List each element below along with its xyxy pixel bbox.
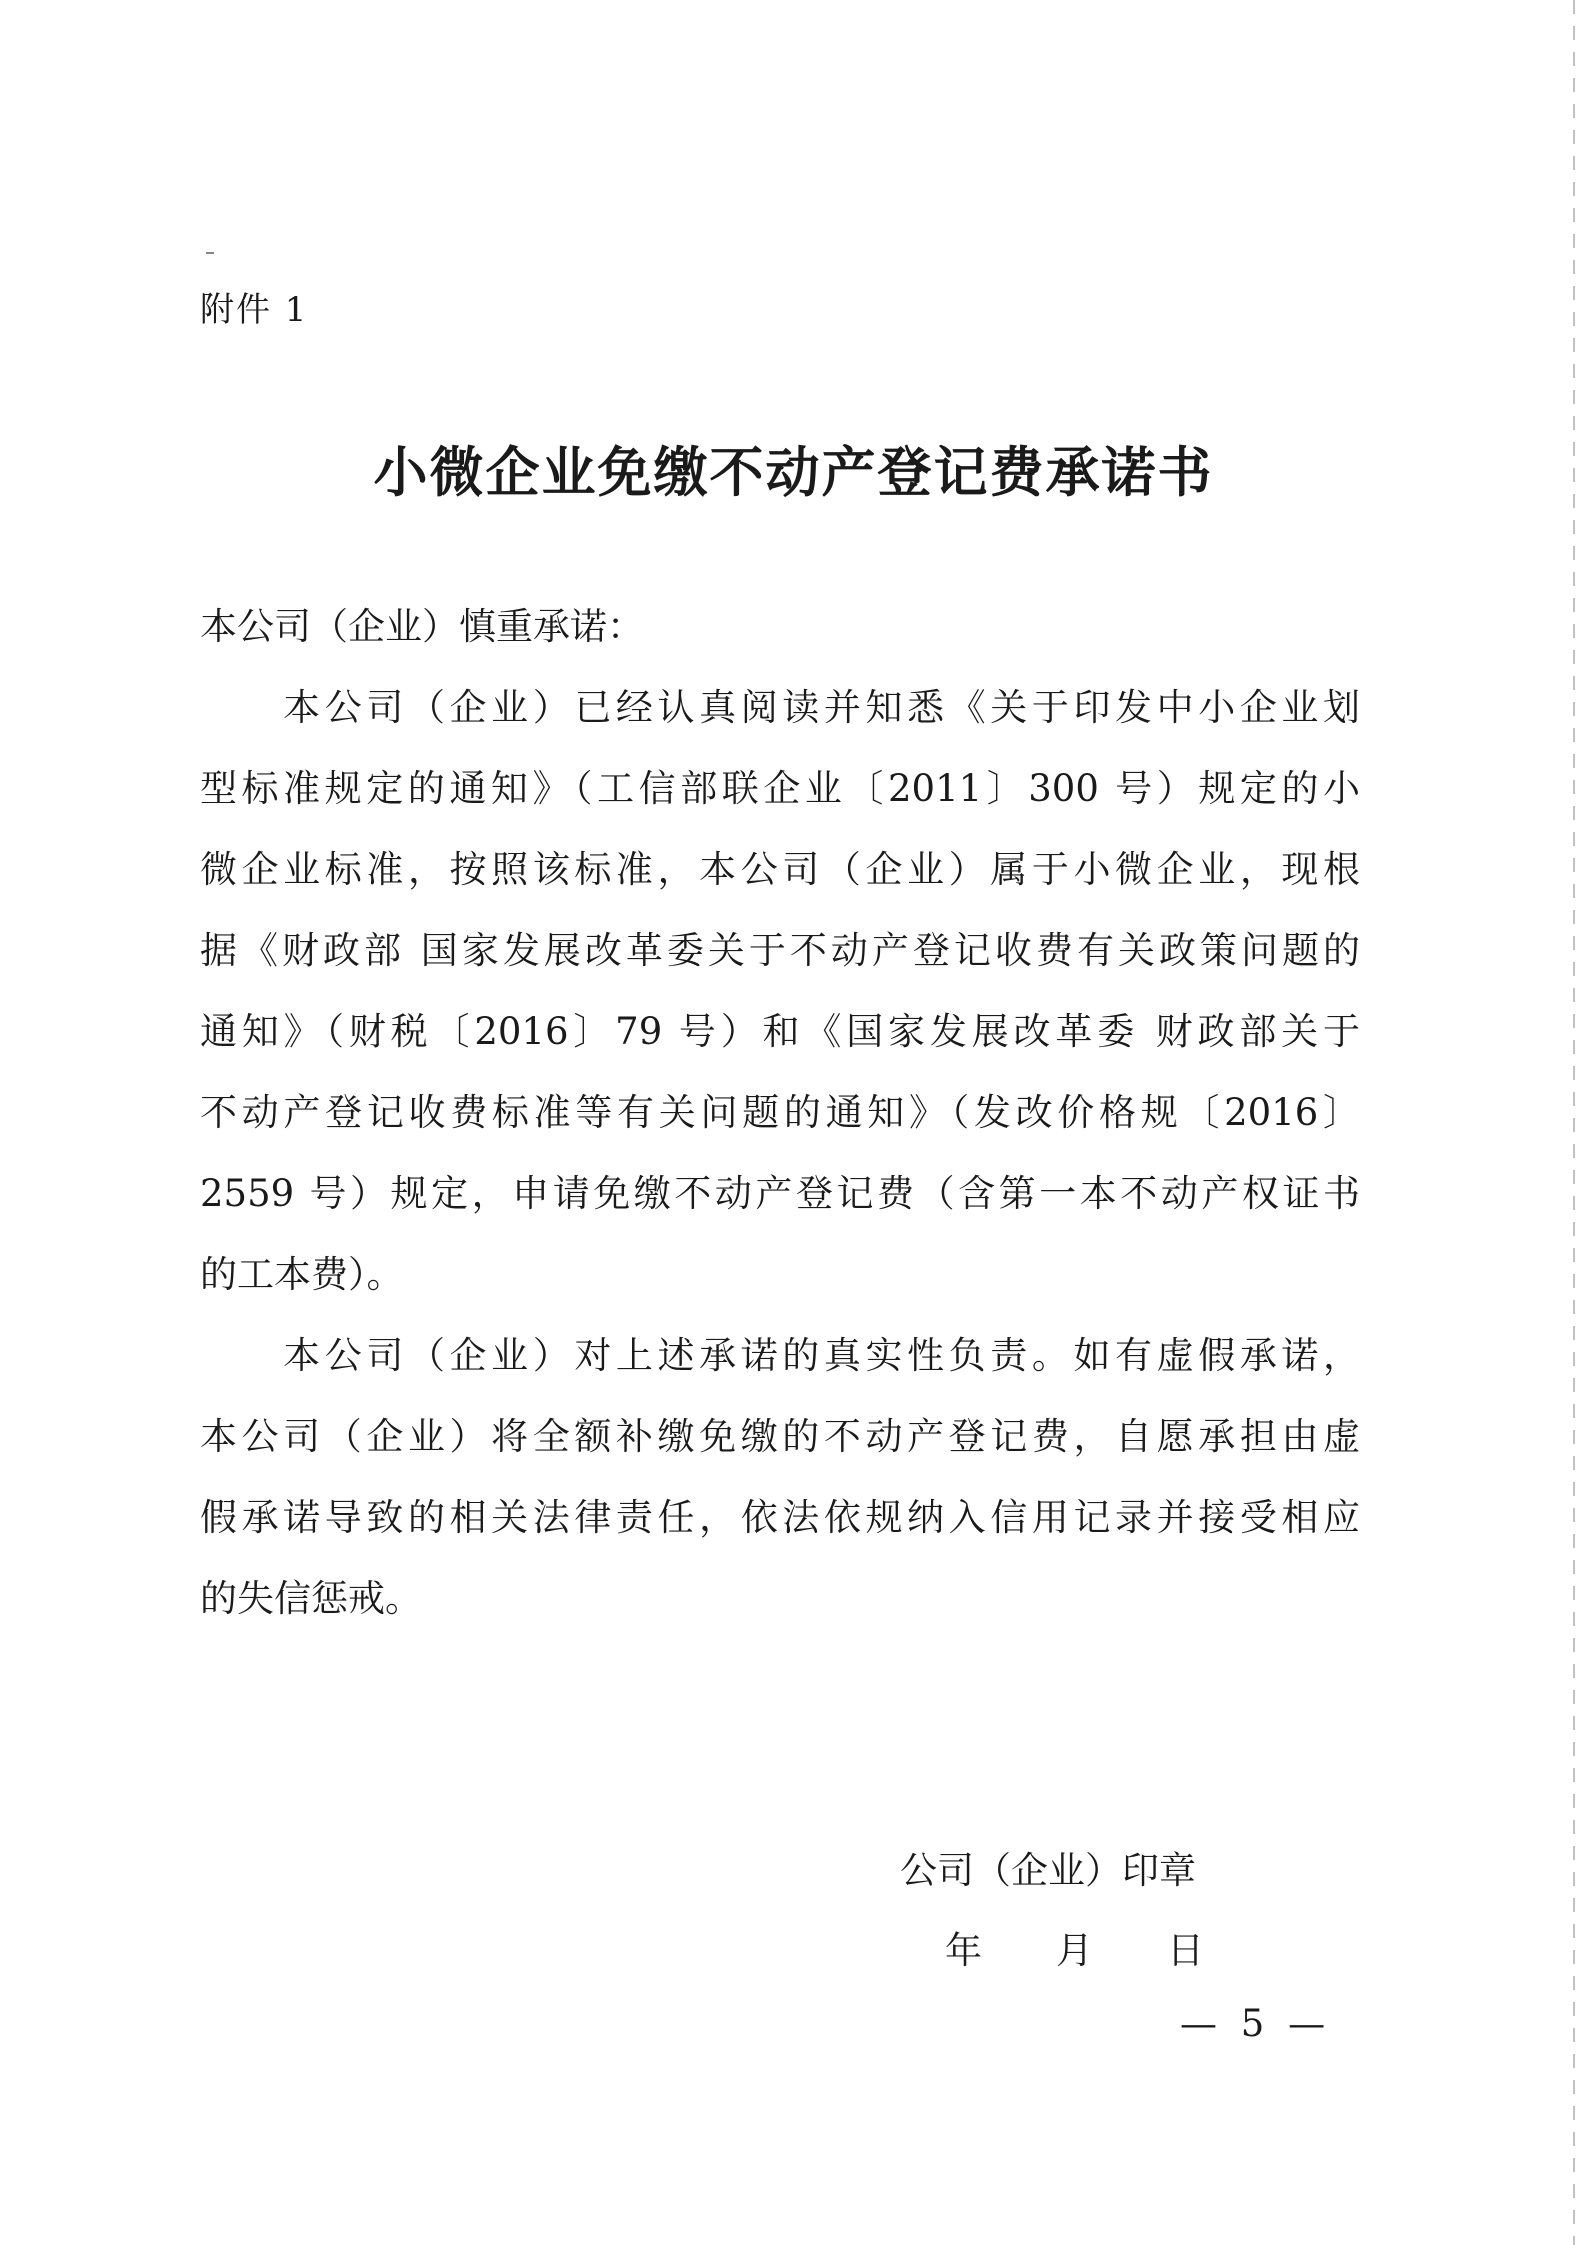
- paragraph-1-line: 微企业标准，按照该标准，本公司（企业）属于小微企业，现根: [200, 848, 1360, 891]
- company-seal-label: 公司（企业）印章: [900, 1849, 1196, 1892]
- paragraph-2-line: 本公司（企业）对上述承诺的真实性负责。如有虚假承诺，: [200, 1334, 1360, 1377]
- scan-edge-mark: [1573, 0, 1575, 2245]
- paragraph-2-line: 的失信惩戒。: [200, 1577, 422, 1620]
- paragraph-1-line: 通知》（财税〔2016〕79 号）和《国家发展改革委 财政部关于: [200, 1010, 1360, 1053]
- paragraph-1-line: 型标准规定的通知》（工信部联企业〔2011〕300 号）规定的小: [200, 767, 1360, 810]
- salutation: 本公司（企业）慎重承诺：: [200, 605, 644, 648]
- scan-speck: [206, 252, 214, 254]
- paragraph-1-line: 的工本费）。: [200, 1253, 404, 1296]
- document-title: 小微企业免缴不动产登记费承诺书: [373, 440, 1214, 504]
- paragraph-2-line: 本公司（企业）将全额补缴免缴的不动产登记费，自愿承担由虚: [200, 1415, 1360, 1458]
- paragraph-2-line: 假承诺导致的相关法律责任，依法依规纳入信用记录并接受相应: [200, 1496, 1360, 1539]
- paragraph-1-line: 本公司（企业）已经认真阅读并知悉《关于印发中小企业划: [200, 686, 1360, 729]
- page-number: — 5 —: [1180, 2002, 1332, 2045]
- paragraph-1-line: 2559 号）规定，申请免缴不动产登记费（含第一本不动产权证书: [200, 1172, 1360, 1215]
- paragraph-1-line: 不动产登记收费标准等有关问题的通知》（发改价格规〔2016〕: [200, 1091, 1360, 1134]
- paragraph-1-line: 据《财政部 国家发展改革委关于不动产登记收费有关政策问题的: [200, 929, 1360, 972]
- date-label: 年 月 日: [945, 1929, 1204, 1972]
- attachment-label: 附件 1: [200, 290, 309, 330]
